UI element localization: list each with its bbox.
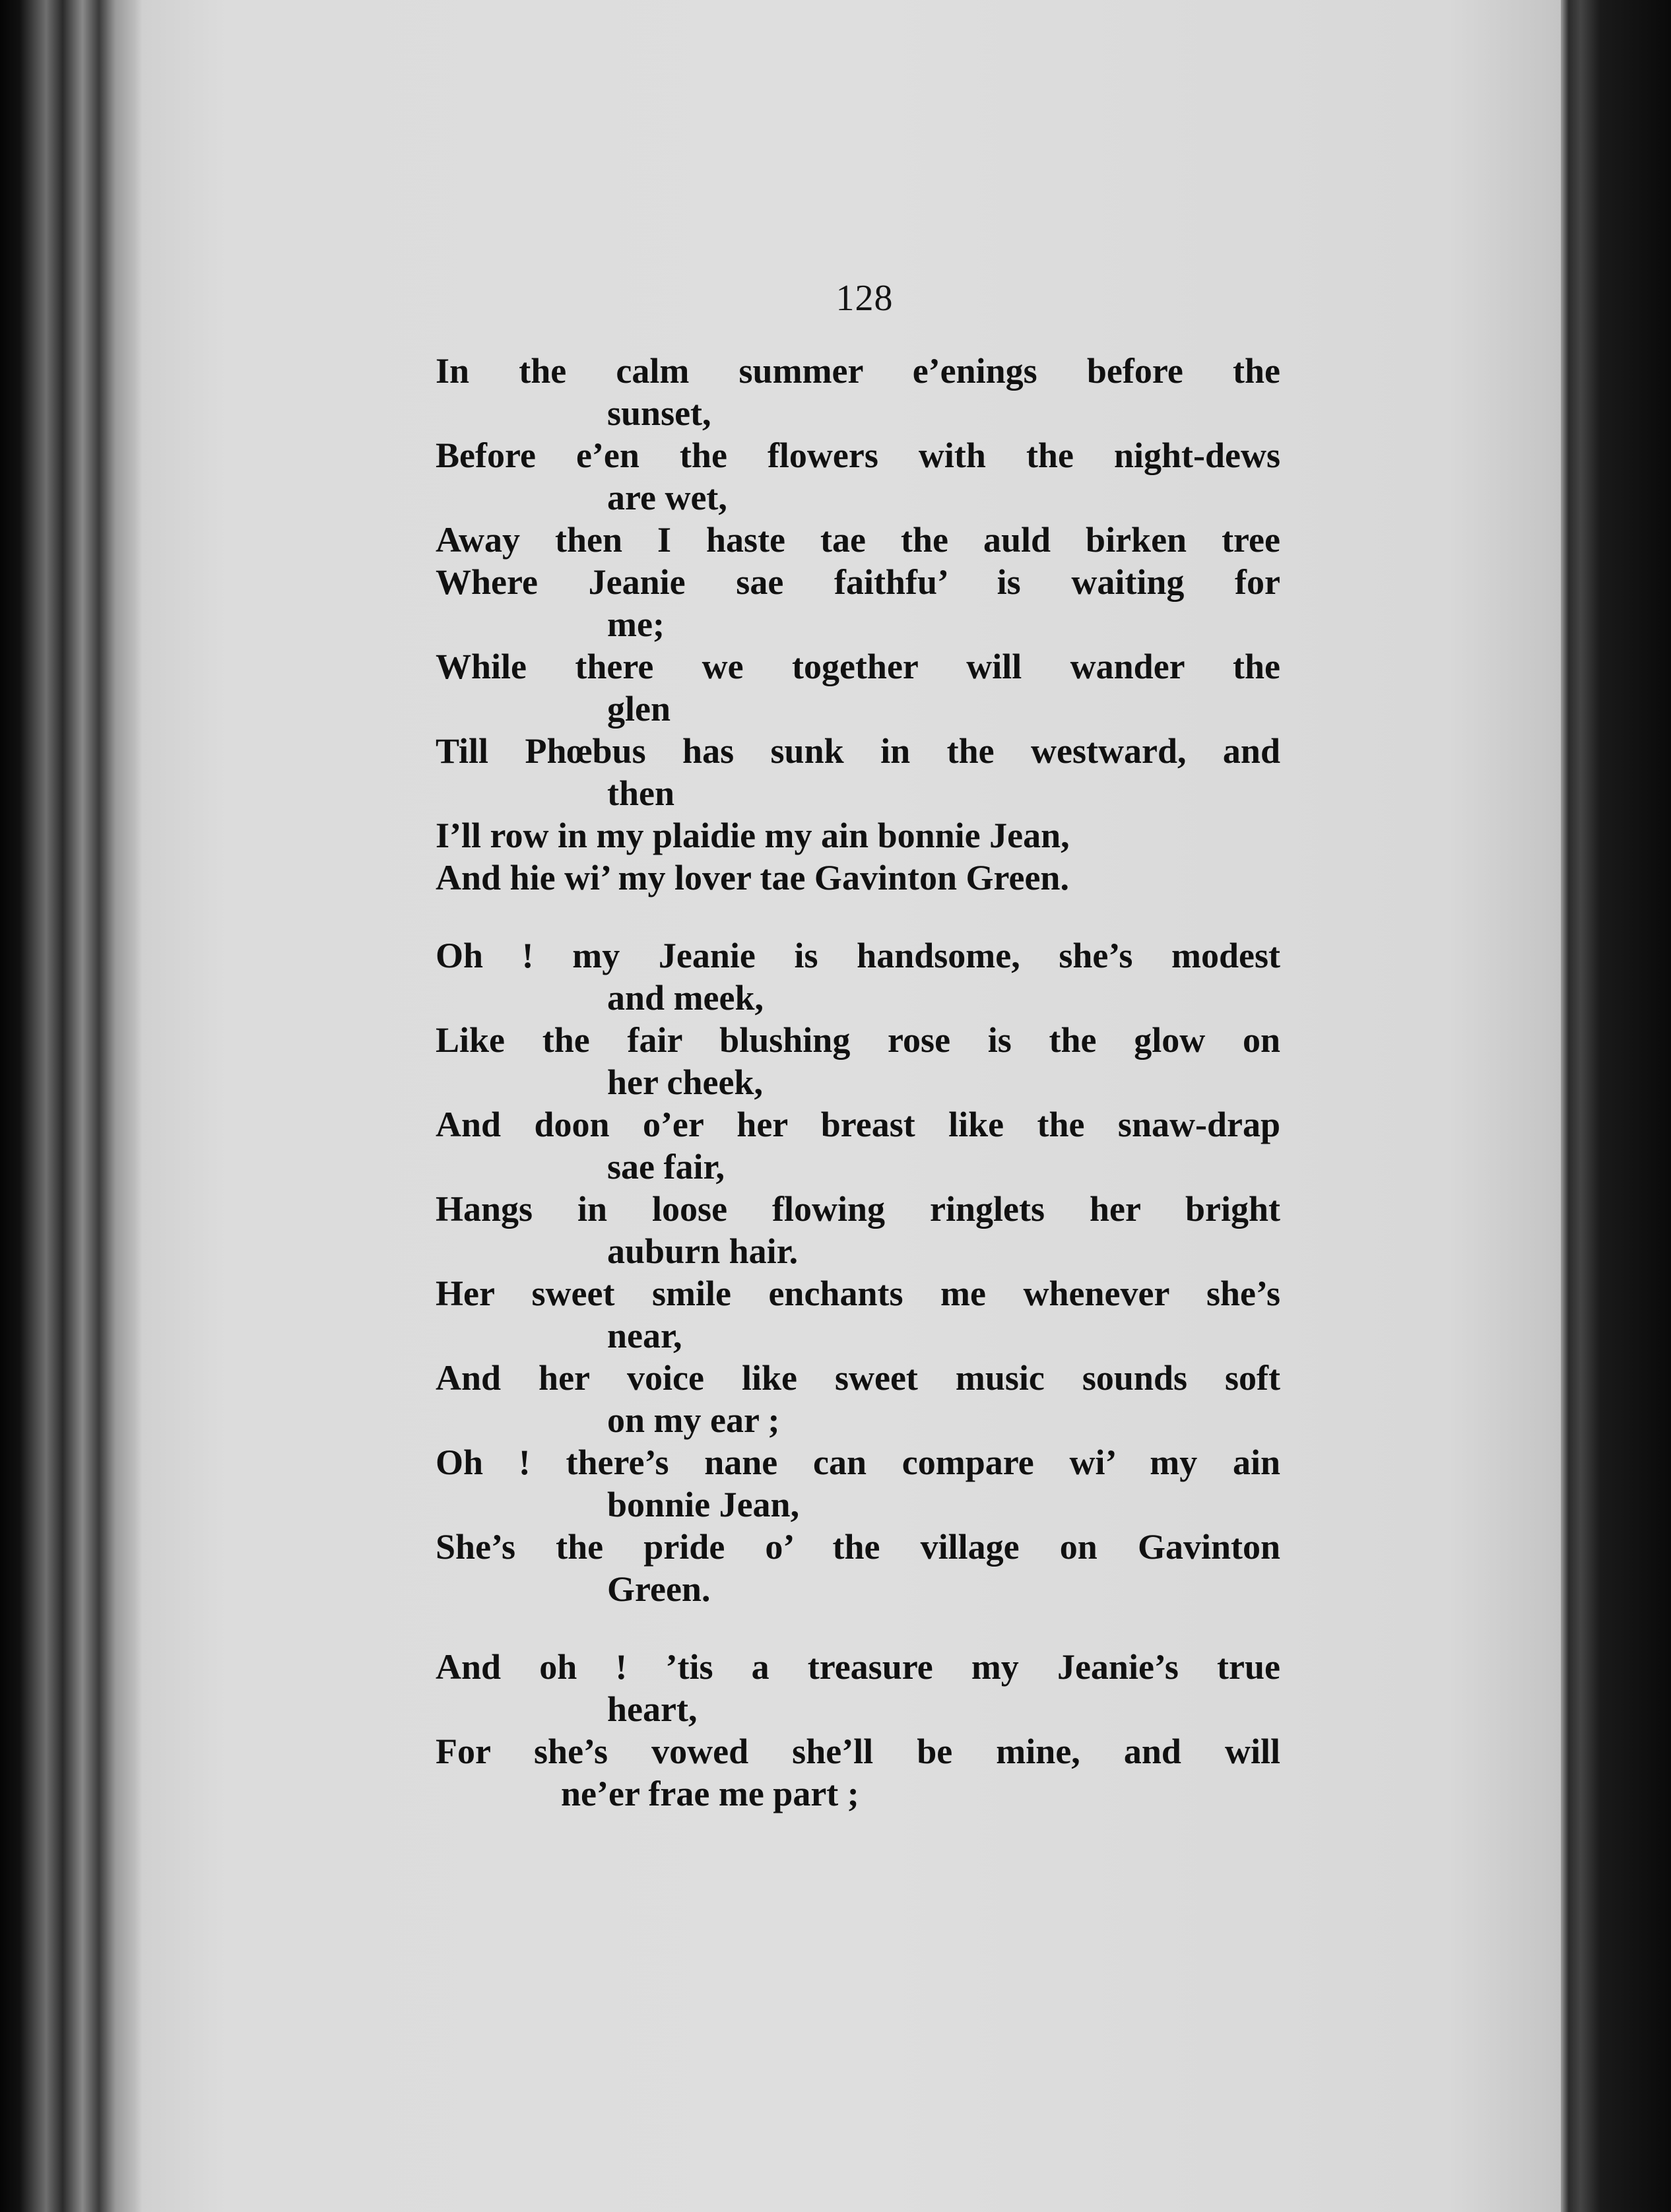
poem-line: Oh ! there’s nane can compare wi’ my ain bbox=[436, 1443, 1280, 1482]
poem-line: And hie wi’ my lover tae Gavinton Green. bbox=[436, 858, 1069, 897]
poem-line: Hangs in loose flowing ringlets her bright bbox=[436, 1189, 1280, 1229]
poem-line-continuation: ne’er frae me part ; bbox=[561, 1774, 859, 1813]
poem-line: I’ll row in my plaidie my ain bonnie Jean, bbox=[436, 816, 1070, 855]
poem-line-continuation: on my ear ; bbox=[607, 1400, 780, 1440]
poem-line: Her sweet smile enchants me whenever she’s bbox=[436, 1274, 1280, 1313]
poem-line-continuation: bonnie Jean, bbox=[607, 1485, 800, 1524]
page-number: 128 bbox=[836, 278, 894, 319]
stanza bbox=[436, 350, 1280, 899]
poem-line: And doon o’er her breast like the snaw-drap bbox=[436, 1105, 1280, 1144]
poem-line-continuation: near, bbox=[607, 1316, 682, 1355]
stanza bbox=[436, 1646, 1280, 1815]
poem-line: She’s the pride o’ the village on Gavinton bbox=[436, 1527, 1280, 1567]
poem-line-continuation: me; bbox=[607, 604, 665, 644]
poem-line: Where Jeanie sae faithfu’ is waiting for bbox=[436, 562, 1280, 602]
poem-line-continuation: auburn hair. bbox=[607, 1231, 799, 1271]
poem-line: Away then I haste tae the auld birken tree bbox=[436, 520, 1280, 560]
poem-line-continuation: and meek, bbox=[607, 978, 764, 1018]
poem-line-continuation: are wet, bbox=[607, 478, 727, 517]
poem-line: Before e’en the flowers with the night-dews bbox=[436, 436, 1280, 475]
poem-line-continuation: Green. bbox=[607, 1569, 711, 1609]
poem-line: For she’s vowed she’ll be mine, and will bbox=[436, 1732, 1280, 1771]
poem-line-continuation: her cheek, bbox=[607, 1062, 763, 1102]
poem-line-continuation: then bbox=[607, 773, 675, 813]
poem-line-continuation: sae fair, bbox=[607, 1147, 725, 1187]
poem-line: While there we together will wander the bbox=[436, 647, 1280, 686]
poem-line: Like the fair blushing rose is the glow on bbox=[436, 1020, 1280, 1060]
poem-line: And oh ! ’tis a treasure my Jeanie’s true bbox=[436, 1647, 1280, 1687]
poem-line: Oh ! my Jeanie is handsome, she’s modest bbox=[436, 936, 1280, 975]
book-spine bbox=[0, 0, 142, 2212]
poem-text bbox=[436, 350, 1280, 1850]
poem-line-continuation: glen bbox=[607, 689, 671, 729]
poem-line-continuation: sunset, bbox=[607, 393, 711, 433]
poem-line: And her voice like sweet music sounds soft bbox=[436, 1358, 1280, 1398]
poem-line: In the calm summer e’enings before the bbox=[436, 351, 1280, 391]
stanza bbox=[436, 934, 1280, 1610]
page-right-edge bbox=[1561, 0, 1671, 2212]
poem-line: Till Phœbus has sunk in the westward, and bbox=[436, 731, 1280, 771]
poem-line-continuation: heart, bbox=[607, 1689, 698, 1729]
